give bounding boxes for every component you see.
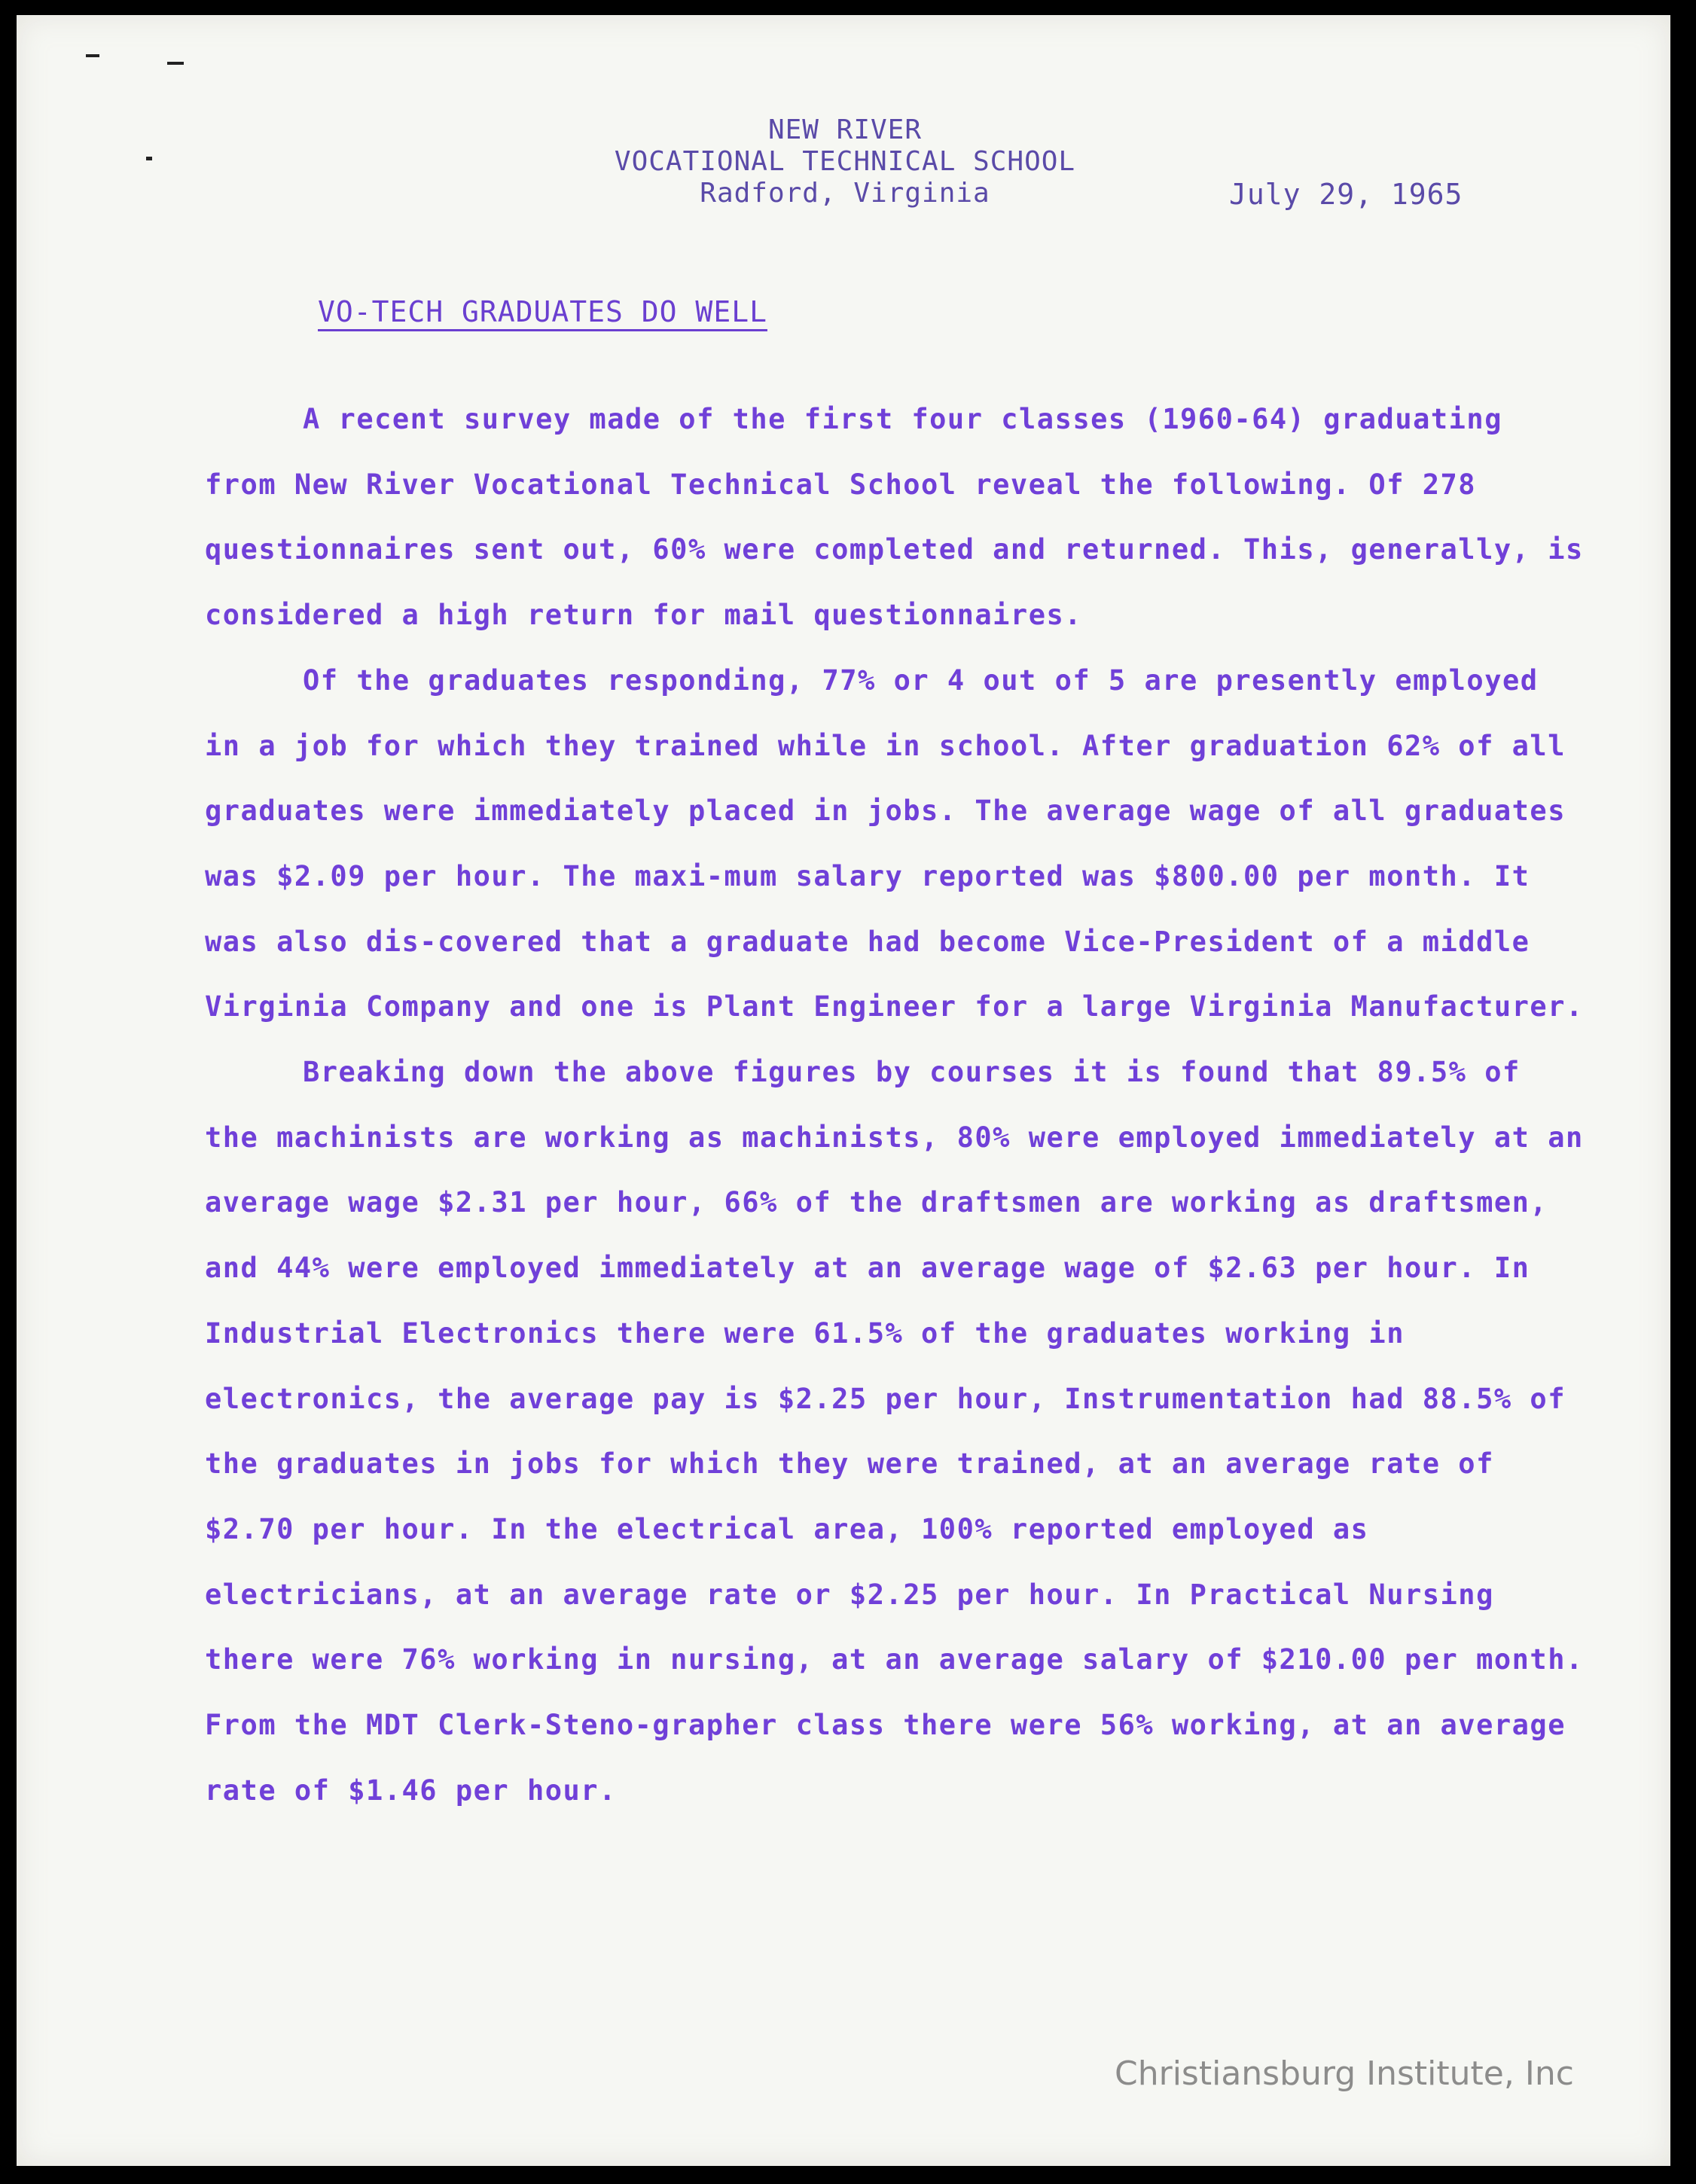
document-date: July 29, 1965 (1229, 178, 1463, 211)
document-page (17, 15, 1670, 2166)
letterhead-line-2: VOCATIONAL TECHNICAL SCHOOL (614, 146, 1076, 177)
headline: VO-TECH GRADUATES DO WELL (318, 295, 767, 328)
watermark: Christiansburg Institute, Inc (1115, 2054, 1574, 2093)
paragraph-2: Of the graduates responding, 77% or 4 out of 5 are presently employed in a job for which they trained while in school. After graduation 62% of all graduates were immediately placed in jobs. The average wage of all graduates was $2.09 per hour. The maxi-mum salary reported was $800.00 per month. It was also dis-covered that a graduate had become Vice-President of a middle Virginia Company and one is Plant Engineer for a large Virginia Manufacturer. (205, 663, 1584, 1023)
margin-mark (167, 62, 184, 65)
letterhead-line-3: Radford, Virginia (700, 178, 990, 209)
letterhead-line-1: NEW RIVER (767, 114, 923, 145)
margin-mark (86, 54, 99, 57)
paragraph-1: A recent survey made of the first four classes (1960-64) graduating from New River Vocational Technical School reveal the following. Of 278 questionnaires sent out, 60% were completed and returned. This, generally, is considered a high return for mail questionnaires. (205, 403, 1584, 632)
paragraph-3: Breaking down the above figures by courses it is found that 89.5% of the machinists are working as machinists, 80% were employed immediately at an average wage $2.31 per hour, 66% of the draftsmen are working as draftsmen, and 44% were employed immediately at an average wage of $2.63 per hour. In Industrial Electronics there were 61.5% of the graduates working in electronics, the average pay is $2.25 per hour, Instrumentation had 88.5% of the graduates in jobs for which they were trained, at an average rate of $2.70 per hour. In the electrical area, 100% reported employed as electricians, at an average rate or $2.25 per hour. In Practical Nursing there were 76% working in nursing, at an average salary of $210.00 per month. From the MDT Clerk-Steno-grapher class there were 56% working, at an average rate of $1.46 per hour. (205, 1056, 1584, 1807)
article-body (205, 387, 1591, 1823)
margin-mark (146, 157, 152, 160)
letterhead (559, 114, 1131, 209)
